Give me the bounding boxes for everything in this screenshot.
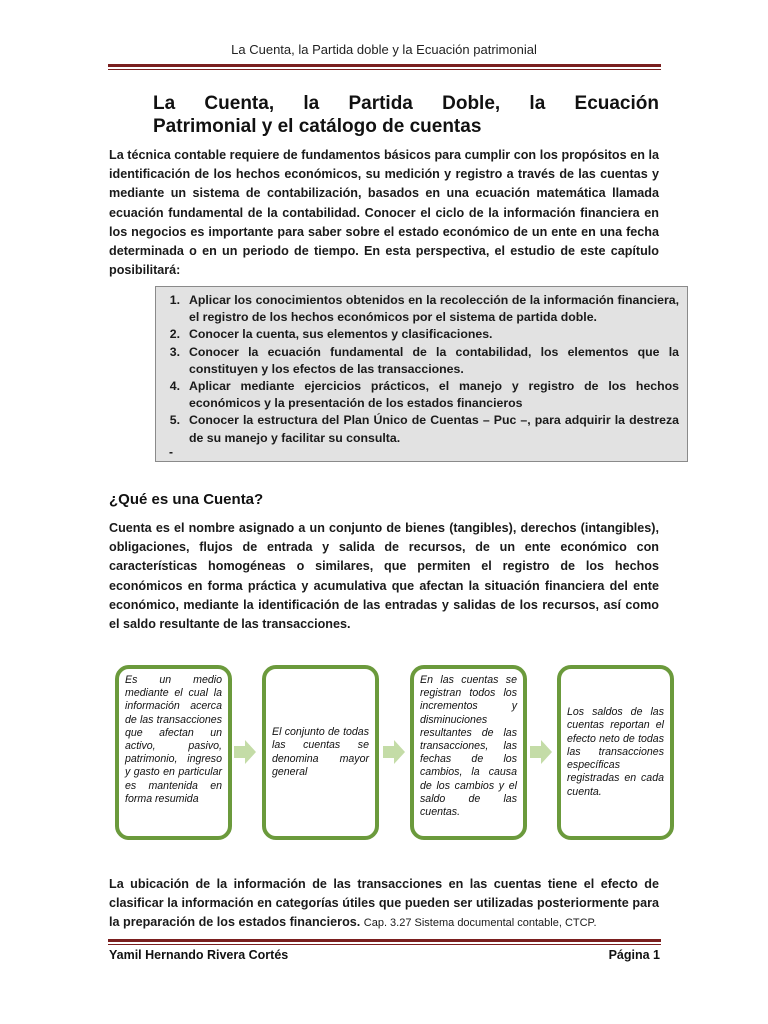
- closing-citation: Cap. 3.27 Sistema documental contable, CTCP.: [363, 917, 597, 930]
- objective-item: 2. Conocer la cuenta, sus elementos y clasificaciones.: [169, 327, 493, 342]
- flow-arrow-icon: [234, 739, 256, 765]
- objective-item: 3. Conocer la ecuación fundamental de la contabilidad, los elementos que la constituyen y los efectos de las transacciones.: [169, 344, 679, 376]
- running-header: La Cuenta, la Partida doble y la Ecuación patrimonial: [231, 42, 537, 57]
- objectives-trailing-mark: -: [169, 445, 173, 459]
- flow-card-1: Es un medio mediante el cual la información acerca de las transacciones que afectan un activo, pasivo, patrimonio, ingreso y gasto en particular es mantenida en forma resumida: [115, 665, 232, 840]
- closing-paragraph: [109, 875, 659, 934]
- flow-arrow-icon: [383, 739, 405, 765]
- page-number: Página 1: [608, 948, 660, 962]
- chapter-title-line1: La Cuenta, la Partida Doble, la Ecuación: [153, 93, 659, 114]
- objective-item: 5. Conocer la estructura del Plan Único de Cuentas – Puc –, para adquirir la destreza de su manejo y facilitar su consulta.: [169, 413, 679, 445]
- footer-rule-thin: [108, 944, 661, 945]
- intro-paragraph: La técnica contable requiere de fundamentos básicos para cumplir con los propósitos en la identificación de los hechos económicos, su medición y registro a través de las cuentas y mediante un sistema de contabilización, basados en una ecuación matemática llamada ecuación fundamental de la contabilidad. Conocer el ciclo de la información financiera en los negocios es importante para saber sobre el estado económico de un ente en una fecha determinada o en un periodo de tiempo. En esta perspectiva, el estudio de este capítulo posibilitará:: [109, 148, 659, 278]
- header-rule-thin: [108, 69, 661, 70]
- flow-arrow-icon: [530, 739, 552, 765]
- flow-card-4: Los saldos de las cuentas reportan el efecto neto de todas las transacciones específicas registradas en cada cuenta.: [557, 665, 674, 840]
- objective-item: 1. Aplicar los conocimientos obtenidos en la recolección de la información financiera, el registro de los hechos económicos por el sistema de partida doble.: [169, 293, 679, 325]
- section-heading: ¿Qué es una Cuenta?: [109, 491, 264, 508]
- flow-card-3: En las cuentas se registran todos los incrementos y disminuciones resultantes de las transacciones, las fechas de los cambios, la causa de los cambios y el saldo de las cuentas.: [410, 665, 527, 840]
- section-body: Cuenta es el nombre asignado a un conjunto de bienes (tangibles), derechos (intangibles), obligaciones, flujos de entrada y salida de recursos, de un ente económico con características homogéneas o similares, que permiten el registro de los hechos económicos en forma práctica y acumulativa que afectan la situación financiera del ente económico, mediante la identificación de las entradas y salidas de los recursos, así como el saldo resultante de las transacciones.: [109, 521, 659, 632]
- chapter-title: [153, 92, 659, 138]
- objective-item: 4. Aplicar mediante ejercicios prácticos, el manejo y registro de los hechos económicos y la presentación de los estados financieros: [169, 379, 679, 411]
- objectives-box: [155, 286, 688, 462]
- footer-author: Yamil Hernando Rivera Cortés: [109, 948, 289, 962]
- header-rule: [108, 64, 661, 67]
- objectives-list: [156, 287, 687, 447]
- chapter-title-line2: Patrimonial y el catálogo de cuentas: [153, 116, 482, 137]
- flow-card-2: El conjunto de todas las cuentas se denomina mayor general: [262, 665, 379, 840]
- footer-rule: [108, 939, 661, 942]
- closing-text: La ubicación de la información de las transacciones en las cuentas tiene el efecto de clasificar la información en categorías útiles que pueden ser utilizadas posteriormente para la preparación de los estados financieros.: [109, 877, 659, 930]
